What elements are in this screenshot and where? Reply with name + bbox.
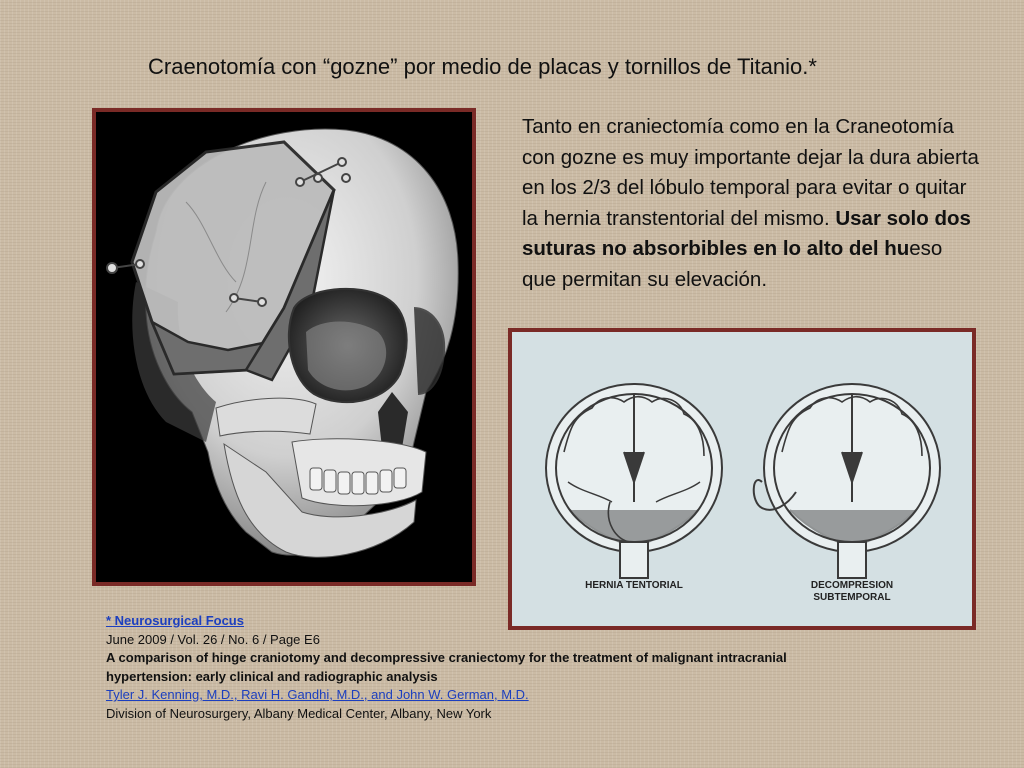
main-body-text: [522, 112, 982, 295]
issue-line: June 2009 / Vol. 26 / No. 6 / Page E6: [106, 631, 320, 647]
body-text-bold: Usar solo dos suturas no absorbibles en lo alto del hu: [522, 206, 971, 260]
affiliation-line: Division of Neurosurgery, Albany Medical Center, Albany, New York: [106, 705, 492, 721]
authors-link[interactable]: Tyler J. Kenning, M.D., Ravi H. Gandhi, M.D., and John W. German, M.D.: [106, 687, 529, 702]
label-subtemporal: SUBTEMPORAL: [813, 592, 891, 603]
body-text-regular-1: Tanto en craniectomía como en la Craneotomía con gozne es muy importante dejar la dura abierta en los 2/3 del lóbulo temporal para evitar o quitar la hernia transtentorial del mismo.: [522, 115, 979, 230]
skull-image-frame: [92, 108, 476, 586]
article-title: A comparison of hinge craniotomy and decompressive craniectomy for the treatment of malignant intracranial hypertension: early clinical and radiographic analysis: [106, 650, 787, 684]
journal-line: [106, 612, 866, 631]
brain-diagram-frame: [508, 328, 976, 630]
brain-section-left: [546, 384, 722, 578]
label-decompresion: DECOMPRESION: [810, 580, 894, 591]
skull-illustration: [96, 112, 472, 582]
slide-title: Craenotomía con “gozne” por medio de placas y tornillos de Titanio.*: [148, 54, 817, 79]
label-hernia-tentorial: HERNIA TENTORIAL: [585, 580, 683, 591]
brain-section-right: [754, 384, 940, 578]
journal-link[interactable]: * Neurosurgical Focus: [106, 613, 244, 628]
body-text-regular-2: eso que permitan su elevación.: [522, 237, 943, 291]
references-block: [106, 612, 866, 723]
brain-cross-section-diagram: [512, 332, 972, 626]
authors-line: [106, 686, 866, 705]
